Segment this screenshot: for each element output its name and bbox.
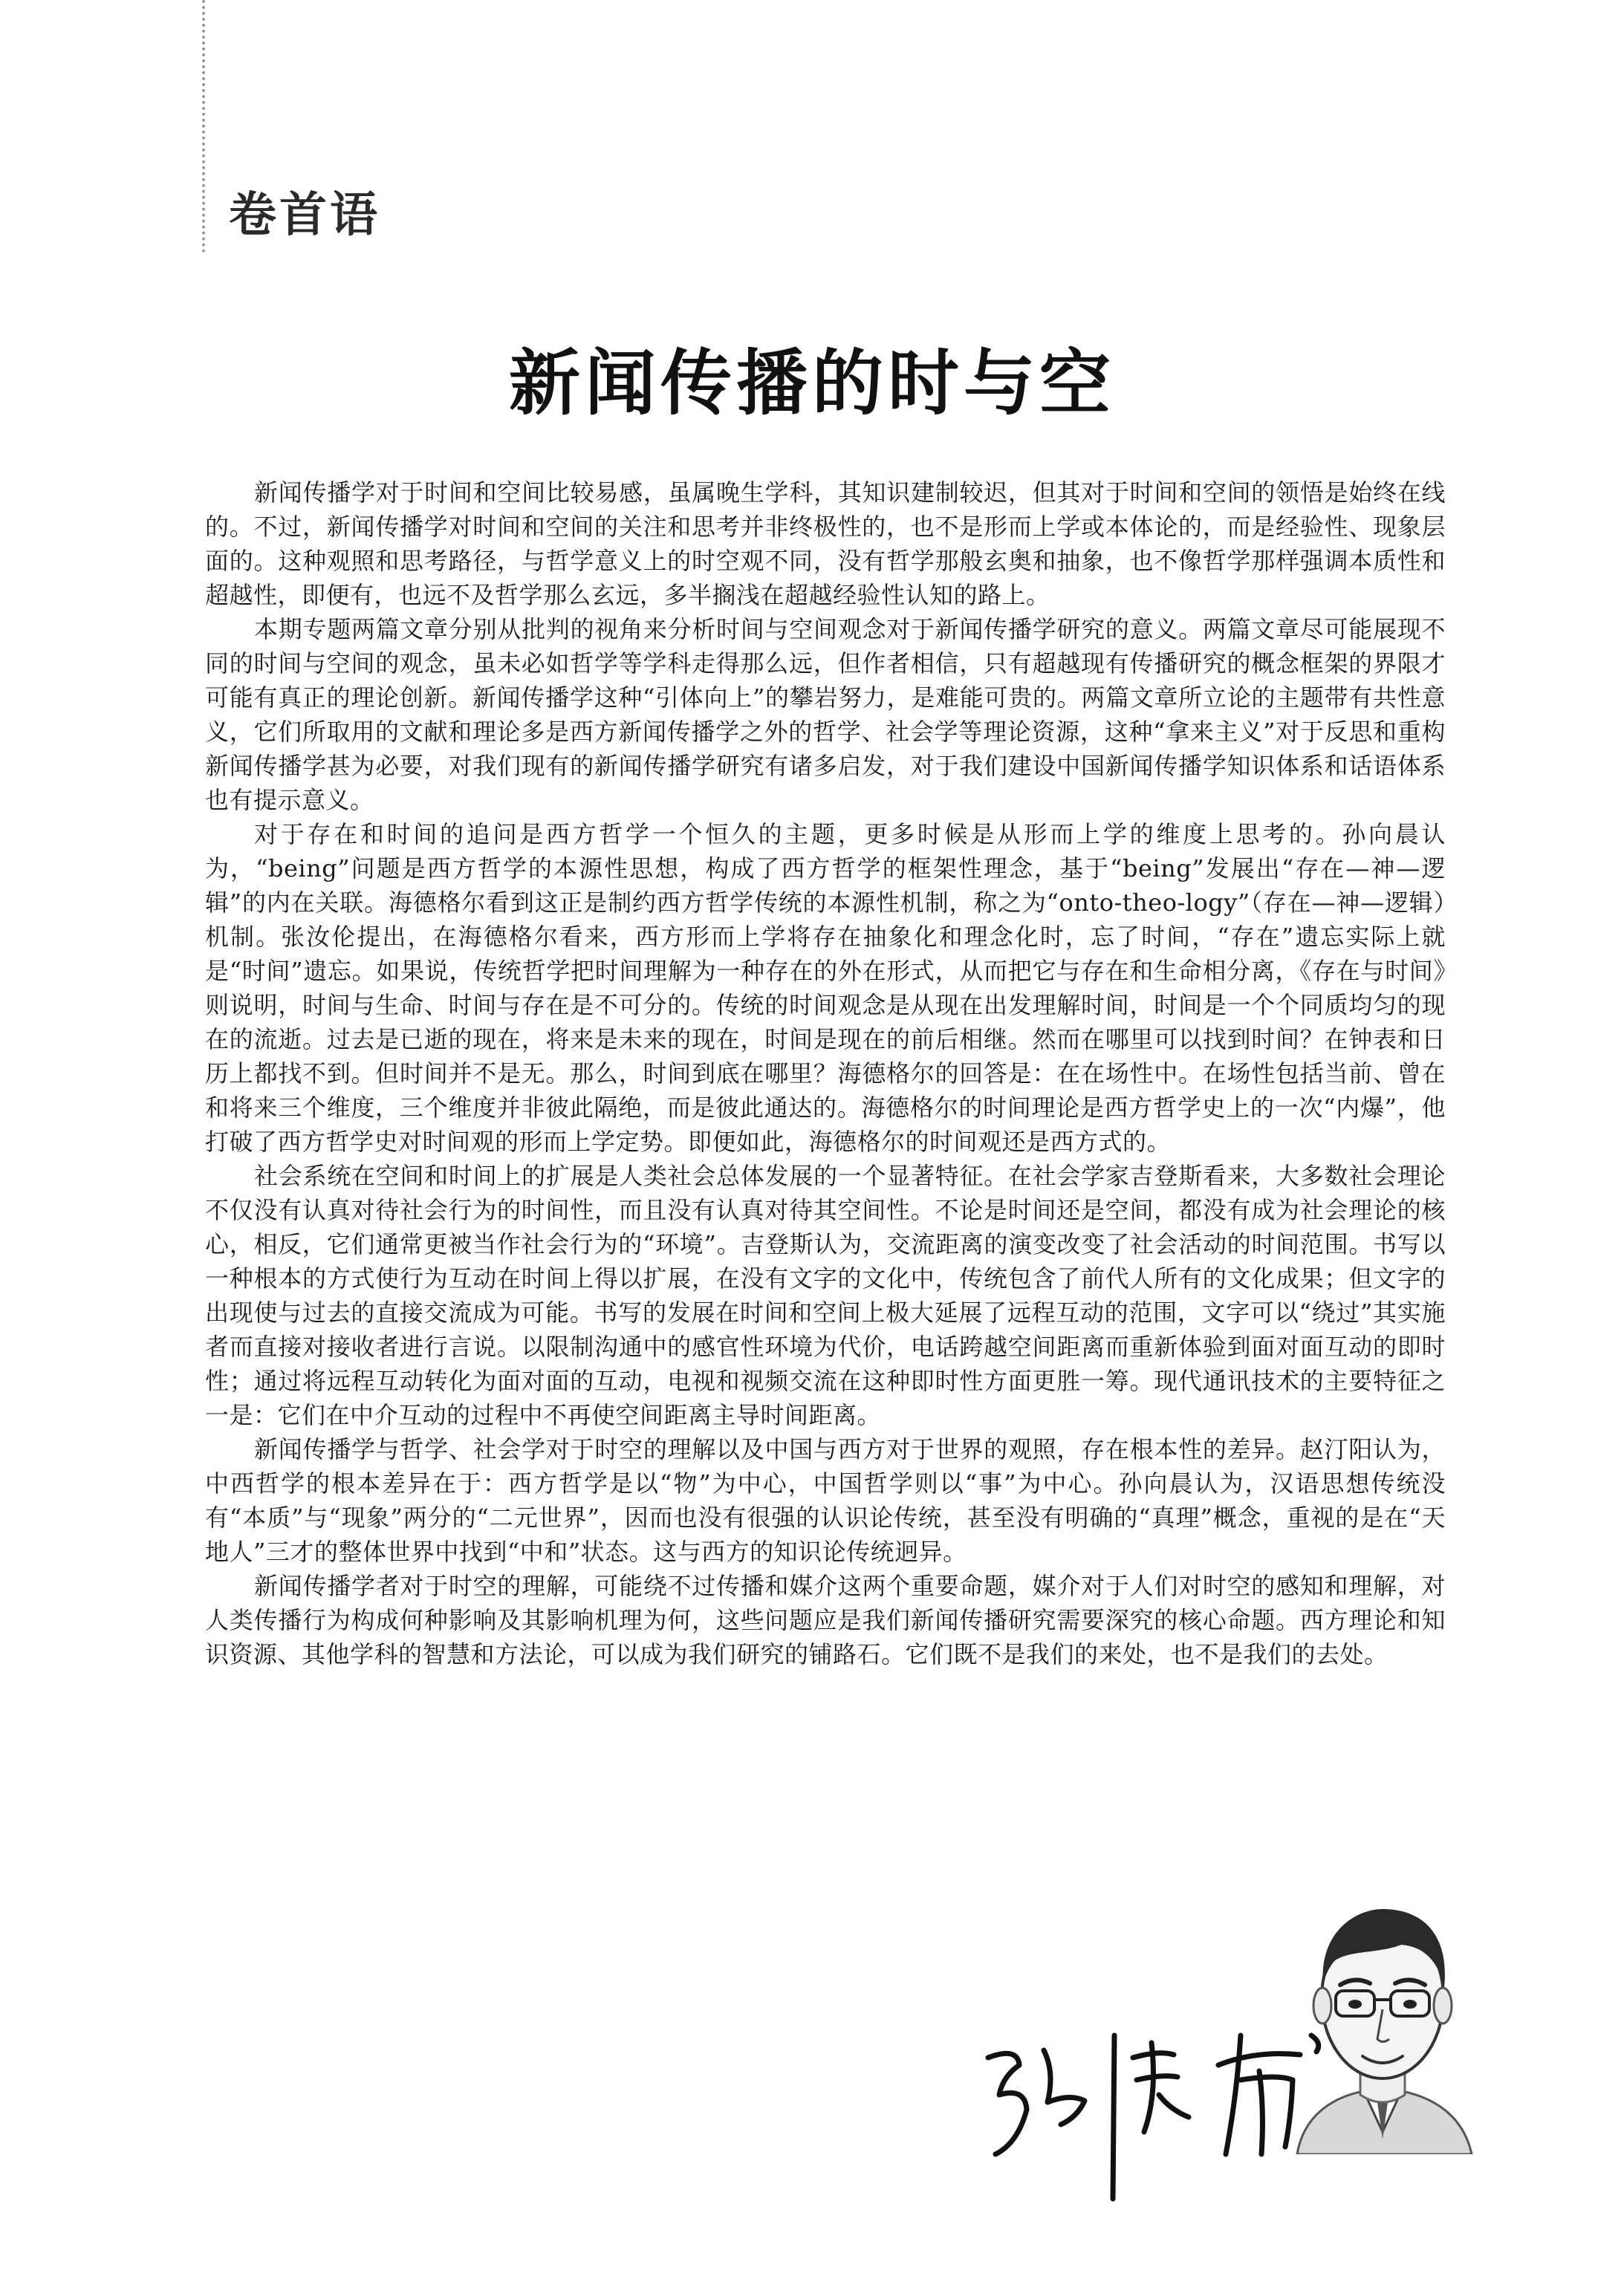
paragraph: 本期专题两篇文章分别从批判的视角来分析时间与空间观念对于新闻传播学研究的意义。两篇文章尽可能展现不同的时间与空间的观念，虽未必如哲学等学科走得那么远，但作者相信，只有超越现有传播研究的概念框架的界限才可能有真正的理论创新。新闻传播学这种“引体向上”的攀岩努力，是难能可贵的。两篇文章所立论的主题带有共性意义，它们所取用的文献和理论多是西方新闻传播学之外的哲学、社会学等理论资源，这种“拿来主义”对于反思和重构新闻传播学甚为必要，对我们现有的新闻传播学研究有诸多启发，对于我们建设中国新闻传播学知识体系和话语体系也有提示意义。 bbox=[205, 615, 1446, 814]
paragraph: 新闻传播学对于时间和空间比较易感，虽属晚生学科，其知识建制较迟，但其对于时间和空间的领悟是始终在线的。不过，新闻传播学对时间和空间的关注和思考并非终极性的，也不是形而上学或本体论的，而是经验性、现象层面的。这种观照和思考路径，与哲学意义上的时空观不同，没有哲学那般玄奥和抽象，也不像哲学那样强调本质性和超越性，即便有，也远不及哲学那么玄远，多半搁浅在超越经验性认知的路上。 bbox=[205, 478, 1446, 609]
section-label: 卷首语 bbox=[229, 188, 380, 243]
paragraph: 新闻传播学与哲学、社会学对于时空的理解以及中国与西方对于世界的观照，存在根本性的差异。赵汀阳认为，中西哲学的根本差异在于：西方哲学是以“物”为中心，中国哲学则以“事”为中心。孙向晨认为，汉语思想传统没有“本质”与“现象”两分的“二元世界”，因而也没有很强的认识论传统，甚至没有明确的“真理”概念，重视的是在“天地人”三才的整体世界中找到“中和”状态。这与西方的知识论传统迥异。 bbox=[205, 1435, 1446, 1566]
author-signature bbox=[973, 2006, 1345, 2214]
paragraph: 新闻传播学者对于时空的理解，可能绕不过传播和媒介这两个重要命题，媒介对于人们对时空的感知和理解，对人类传播行为构成何种影响及其影响机理为何，这些问题应是我们新闻传播研究需要深究的核心命题。西方理论和知识资源、其他学科的智慧和方法论，可以成为我们研究的铺路石。它们既不是我们的来处，也不是我们的去处。 bbox=[205, 1572, 1446, 1668]
article-body bbox=[205, 475, 1446, 1671]
article-title: 新闻传播的时与空 bbox=[509, 342, 1115, 425]
paragraph: 社会系统在空间和时间上的扩展是人类社会总体发展的一个显著特征。在社会学家吉登斯看来，大多数社会理论不仅没有认真对待社会行为的时间性，而且没有认真对待其空间性。不论是时间还是空间，都没有成为社会理论的核心，相反，它们通常更被当作社会行为的“环境”。吉登斯认为，交流距离的演变改变了社会活动的时间范围。书写以一种根本的方式使行为互动在时间上得以扩展，在没有文字的文化中，传统包含了前代人所有的文化成果；但文字的出现使与过去的直接交流成为可能。书写的发展在时间和空间上极大延展了远程互动的范围，文字可以“绕过”其实施者而直接对接收者进行言说。以限制沟通中的感官性环境为代价，电话跨越空间距离而重新体验到面对面互动的即时性；通过将远程互动转化为面对面的互动，电视和视频交流在这种即时性方面更胜一筹。现代通讯技术的主要特征之一是：它们在中介互动的过程中不再使空间距离主导时间距离。 bbox=[205, 1162, 1446, 1429]
margin-dotted-rule bbox=[202, 0, 205, 253]
paragraph: 对于存在和时间的追问是西方哲学一个恒久的主题，更多时候是从形而上学的维度上思考的。孙向晨认为，“being”问题是西方哲学的本源性思想，构成了西方哲学的框架性理念，基于“being”发展出“存在—神—逻辑”的内在关联。海德格尔看到这正是制约西方哲学传统的本源性机制，称之为“onto-theo-logy”（存在—神—逻辑）机制。张汝伦提出，在海德格尔看来，西方形而上学将存在抽象化和理念化时，忘了时间，“存在”遗忘实际上就是“时间”遗忘。如果说，传统哲学把时间理解为一种存在的外在形式，从而把它与存在和生命相分离，《存在与时间》则说明，时间与生命、时间与存在是不可分的。传统的时间观念是从现在出发理解时间，时间是一个个同质均匀的现在的流逝。过去是已逝的现在，将来是未来的现在，时间是现在的前后相继。然而在哪里可以找到时间？在钟表和日历上都找不到。但时间并不是无。那么，时间到底在哪里？海德格尔的回答是：在在场性中。在场性包括当前、曾在和将来三个维度，三个维度并非彼此隔绝，而是彼此通达的。海德格尔的时间理论是西方哲学史上的一次“内爆”，他打破了西方哲学史对时间观的形而上学定势。即便如此，海德格尔的时间观还是西方式的。 bbox=[205, 820, 1446, 1156]
